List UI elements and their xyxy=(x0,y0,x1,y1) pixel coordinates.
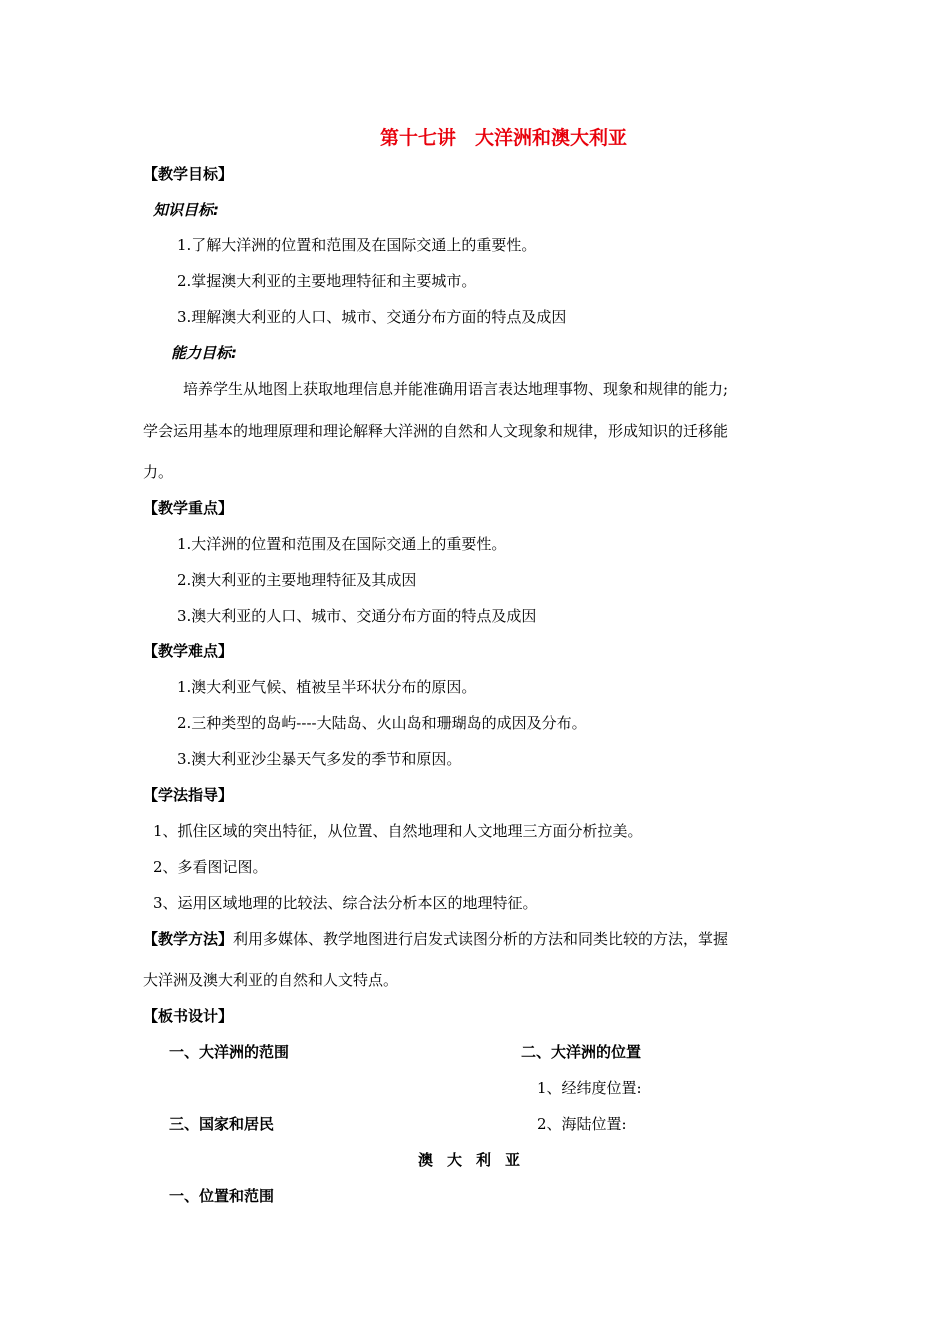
board-australia-heading: 澳大利亚 xyxy=(418,1151,535,1169)
key-point-item: 3.澳大利亚的人口、城市、交通分布方面的特点及成因 xyxy=(177,607,537,625)
difficulties-heading: 【教学难点】 xyxy=(143,642,234,660)
board-oceania-location: 二、大洋洲的位置 xyxy=(521,1043,642,1061)
difficulty-item: 2.三种类型的岛屿----大陆岛、火山岛和珊瑚岛的成因及分布。 xyxy=(177,714,587,732)
board-australia-location-scope: 一、位置和范围 xyxy=(169,1187,275,1205)
knowledge-goal-item: 3.理解澳大利亚的人口、城市、交通分布方面的特点及成因 xyxy=(177,308,567,326)
key-point-item: 1.大洋洲的位置和范围及在国际交通上的重要性。 xyxy=(177,535,507,553)
difficulty-item: 3.澳大利亚沙尘暴天气多发的季节和原因。 xyxy=(177,750,462,768)
method-text-continued: 大洋洲及澳大利亚的自然和人文特点。 xyxy=(143,971,399,989)
ability-goals-text: 学会运用基本的地理原理和理论解释大洋洲的自然和人文现象和规律，形成知识的迁移能 xyxy=(143,422,729,440)
ability-goals-text: 力。 xyxy=(143,463,174,481)
ability-goals-text: 培养学生从地图上获取地理信息并能准确用语言表达地理事物、现象和规律的能力; xyxy=(183,380,729,398)
knowledge-goals-label: 知识目标: xyxy=(153,201,219,219)
knowledge-goal-item: 1.了解大洋洲的位置和范围及在国际交通上的重要性。 xyxy=(177,236,537,254)
method-heading: 【教学方法】 xyxy=(143,930,234,948)
study-guide-item: 3、运用区域地理的比较法、综合法分析本区的地理特征。 xyxy=(153,894,538,912)
knowledge-goal-item: 2.掌握澳大利亚的主要地理特征和主要城市。 xyxy=(177,272,477,290)
study-guide-item: 1、抓住区域的突出特征，从位置、自然地理和人文地理三方面分析拉美。 xyxy=(153,822,643,840)
method-paragraph xyxy=(143,929,728,949)
method-text: 利用多媒体、教学地图进行启发式读图分析的方法和同类比较的方法，掌握 xyxy=(233,930,729,948)
board-oceania-scope: 一、大洋洲的范围 xyxy=(169,1043,290,1061)
study-guide-heading: 【学法指导】 xyxy=(143,786,234,804)
board-latlong-location: 1、经纬度位置: xyxy=(537,1079,642,1097)
difficulty-item: 1.澳大利亚气候、植被呈半环状分布的原因。 xyxy=(177,678,477,696)
study-guide-item: 2、多看图记图。 xyxy=(153,858,268,876)
board-land-sea-location: 2、海陆位置: xyxy=(537,1115,627,1133)
key-point-item: 2.澳大利亚的主要地理特征及其成因 xyxy=(177,571,417,589)
goals-heading: 【教学目标】 xyxy=(143,165,234,183)
ability-goals-label: 能力目标: xyxy=(171,344,237,362)
page-title: 第十七讲 大洋洲和澳大利亚 xyxy=(380,127,628,149)
board-countries-residents: 三、国家和居民 xyxy=(169,1115,275,1133)
key-points-heading: 【教学重点】 xyxy=(143,499,234,517)
board-heading: 【板书设计】 xyxy=(143,1007,234,1025)
